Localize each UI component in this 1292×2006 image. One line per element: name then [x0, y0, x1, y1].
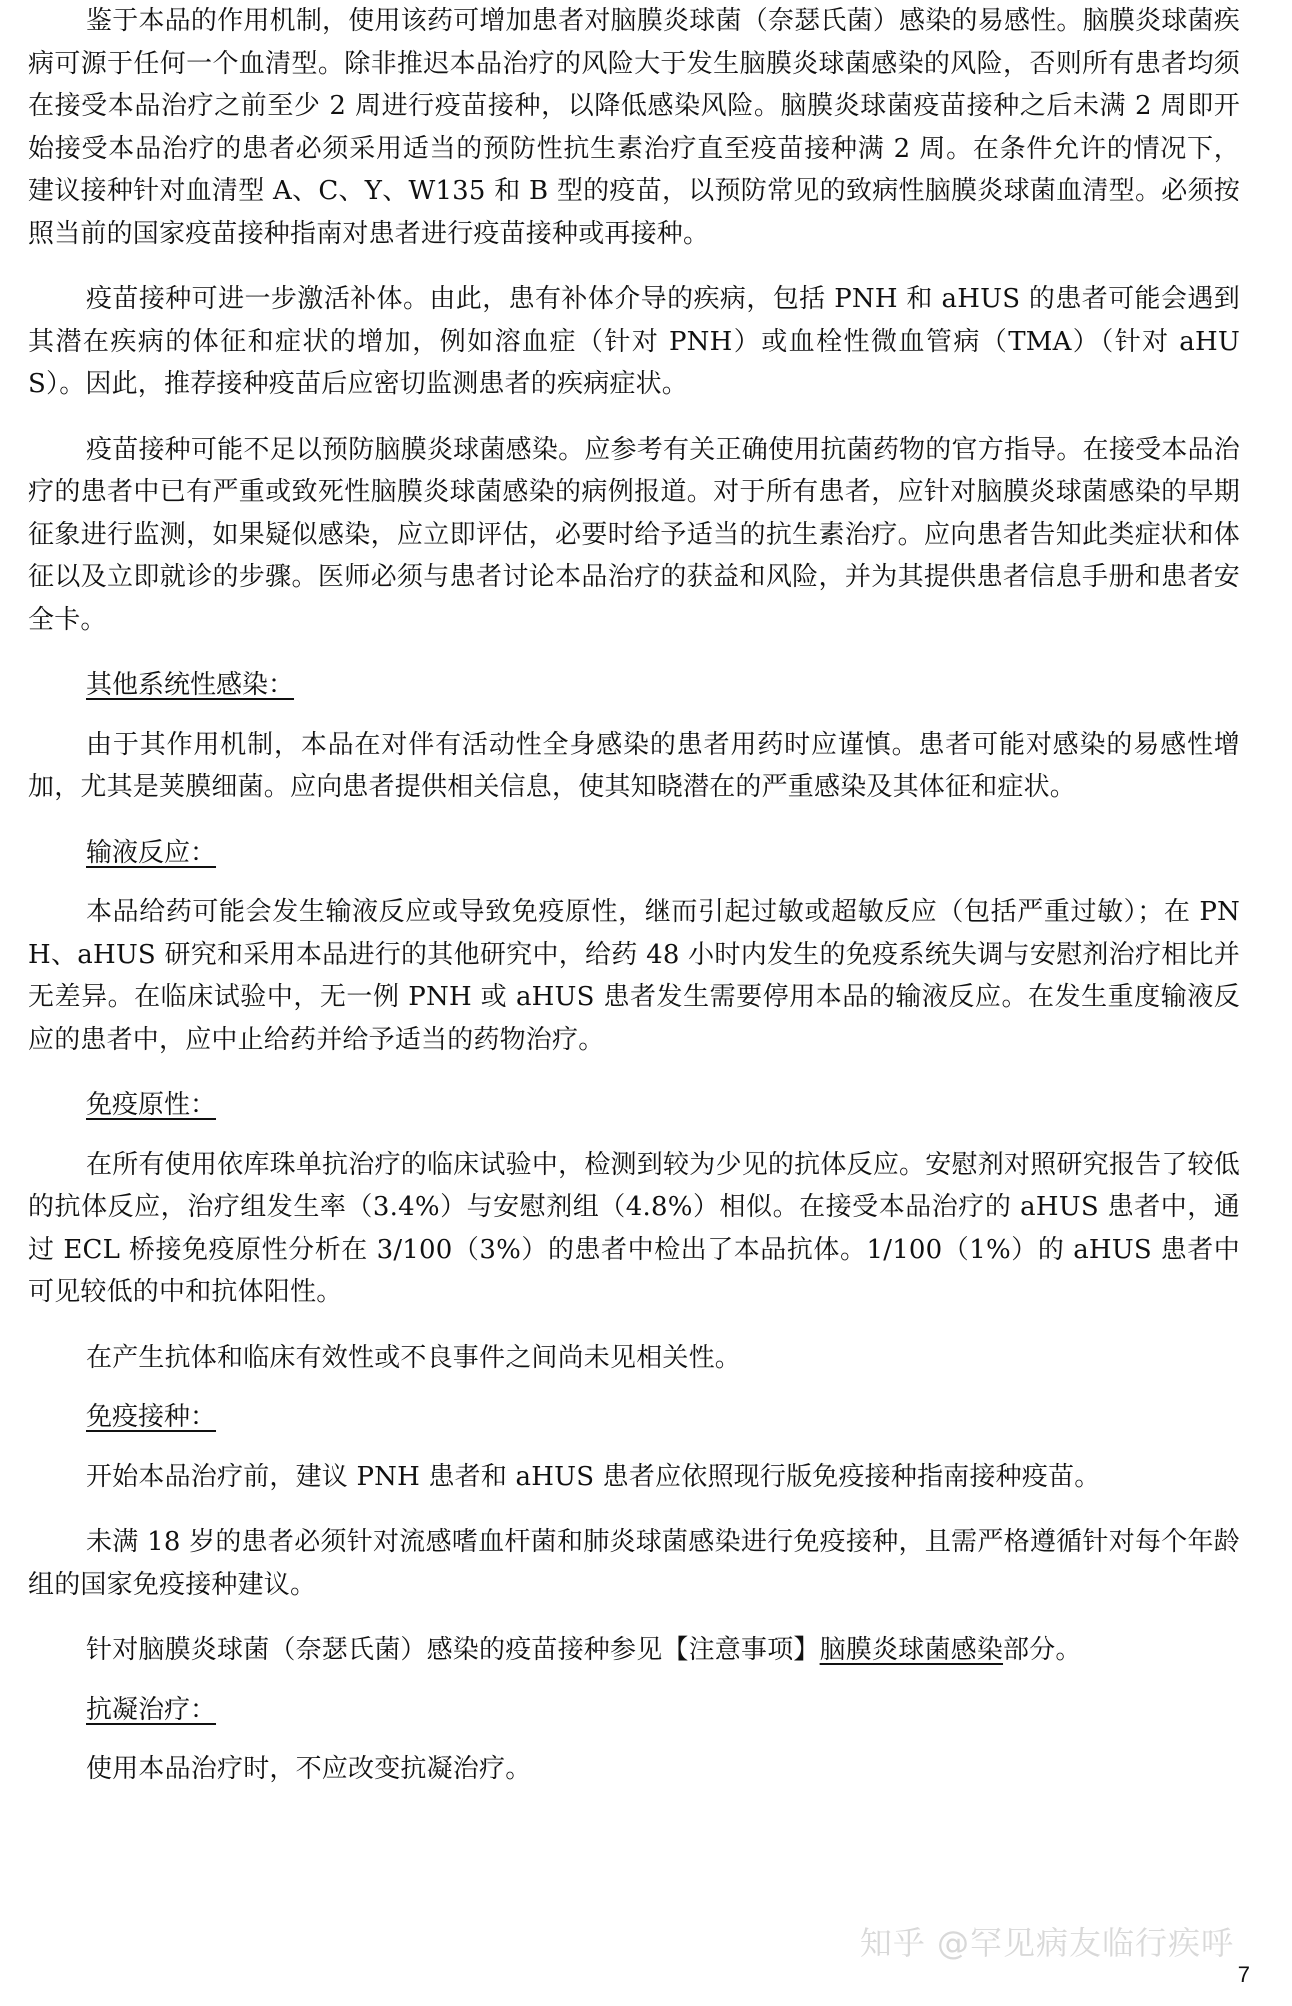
- meningococcal-vaccination-paragraph: 鉴于本品的作用机制，使用该药可增加患者对脑膜炎球菌（奈瑟氏菌）感染的易感性。脑膜炎球菌疾病可源于任何一个血清型。除非推迟本品治疗的风险大于发生脑膜炎球菌感染的风险，否则所有患者均须在接受本品治疗之前至少 2 周进行疫苗接种，以降低感染风险。脑膜炎球菌疫苗接种之后未满 2 周即开始接受本品治疗的患者必须采用适当的预防性抗生素治疗直至疫苗接种满 2 周。在条件允许的情况下，建议接种针对血清型 A、C、Y、W135 和 B 型的疫苗，以预防常见的致病性脑膜炎球菌血清型。必须按照当前的国家疫苗接种指南对患者进行疫苗接种或再接种。: [28, 6, 1240, 249]
- infusion-reactions-paragraph: 本品给药可能会发生输液反应或导致免疫原性，继而引起过敏或超敏反应（包括严重过敏）；在 PNH、aHUS 研究和采用本品进行的其他研究中，给药 48 小时内发生的免疫系统失调与安慰剂治疗相比并无差异。在临床试验中，无一例 PNH 或 aHUS 患者发生需要停用本品的输液反应。在发生重度输液反应的患者中，应中止给药并给予适当的药物治疗。: [28, 897, 1240, 1055]
- document-page: [28, 0, 1240, 1791]
- zhihu-watermark: 知乎 @罕见病友临行疾呼: [859, 1924, 1234, 1962]
- section-heading-immunogenicity: 免疫原性：: [86, 1090, 217, 1120]
- section-heading-other-infections: 其他系统性感染：: [86, 670, 295, 700]
- reference-prefix: 针对脑膜炎球菌（奈瑟氏菌）感染的疫苗接种参见【注意事项】: [86, 1635, 820, 1665]
- immunization-guideline-paragraph: 开始本品治疗前，建议 PNH 患者和 aHUS 患者应依照现行版免疫接种指南接种疫苗。: [86, 1461, 1101, 1492]
- meningococcal-reference-paragraph: [28, 1629, 1240, 1672]
- complement-activation-paragraph: 疫苗接种可进一步激活补体。由此，患有补体介导的疾病，包括 PNH 和 aHUS 的患者可能会遇到其潜在疾病的体征和症状的增加，例如溶血症（针对 PNH）或血栓性微血管病（TMA）（针对 aHUS）。因此，推荐接种疫苗后应密切监测患者的疾病症状。: [28, 284, 1240, 399]
- meningococcal-infection-link[interactable]: 脑膜炎球菌感染: [819, 1635, 1004, 1665]
- section-heading-infusion-reactions: 输液反应：: [86, 837, 217, 868]
- section-heading-immunization: 免疫接种：: [86, 1402, 217, 1432]
- antibody-correlation-paragraph: 在产生抗体和临床有效性或不良事件之间尚未见相关性。: [86, 1342, 742, 1373]
- reference-suffix: 部分。: [1003, 1635, 1082, 1665]
- other-infections-paragraph: 由于其作用机制，本品在对伴有活动性全身感染的患者用药时应谨慎。患者可能对感染的易感性增加，尤其是荚膜细菌。应向患者提供相关信息，使其知晓潜在的严重感染及其体征和症状。: [28, 729, 1240, 802]
- anticoagulation-paragraph: 使用本品治疗时，不应改变抗凝治疗。: [86, 1754, 532, 1784]
- meningococcal-monitoring-paragraph: 疫苗接种可能不足以预防脑膜炎球菌感染。应参考有关正确使用抗菌药物的官方指导。在接受本品治疗的患者中已有严重或致死性脑膜炎球菌感染的病例报道。对于所有患者，应针对脑膜炎球菌感染的早期征象进行监测，如果疑似感染，应立即评估，必要时给予适当的抗生素治疗。应向患者告知此类症状和体征以及立即就诊的步骤。医师必须与患者讨论本品治疗的获益和风险，并为其提供患者信息手册和患者安全卡。: [28, 434, 1240, 635]
- immunogenicity-paragraph: 在所有使用依库珠单抗治疗的临床试验中，检测到较为少见的抗体反应。安慰剂对照研究报告了较低的抗体反应，治疗组发生率（3.4%）与安慰剂组（4.8%）相似。在接受本品治疗的 aHUS 患者中，通过 ECL 桥接免疫原性分析在 3/100（3%）的患者中检出了本品抗体。1/100（1%）的 aHUS 患者中可见较低的中和抗体阳性。: [28, 1149, 1240, 1307]
- section-heading-anticoagulation: 抗凝治疗：: [86, 1694, 217, 1725]
- page-number: 7: [1237, 1962, 1250, 1987]
- pediatric-immunization-paragraph: 未满 18 岁的患者必须针对流感嗜血杆菌和肺炎球菌感染进行免疫接种，且需严格遵循针对每个年龄组的国家免疫接种建议。: [28, 1527, 1240, 1600]
